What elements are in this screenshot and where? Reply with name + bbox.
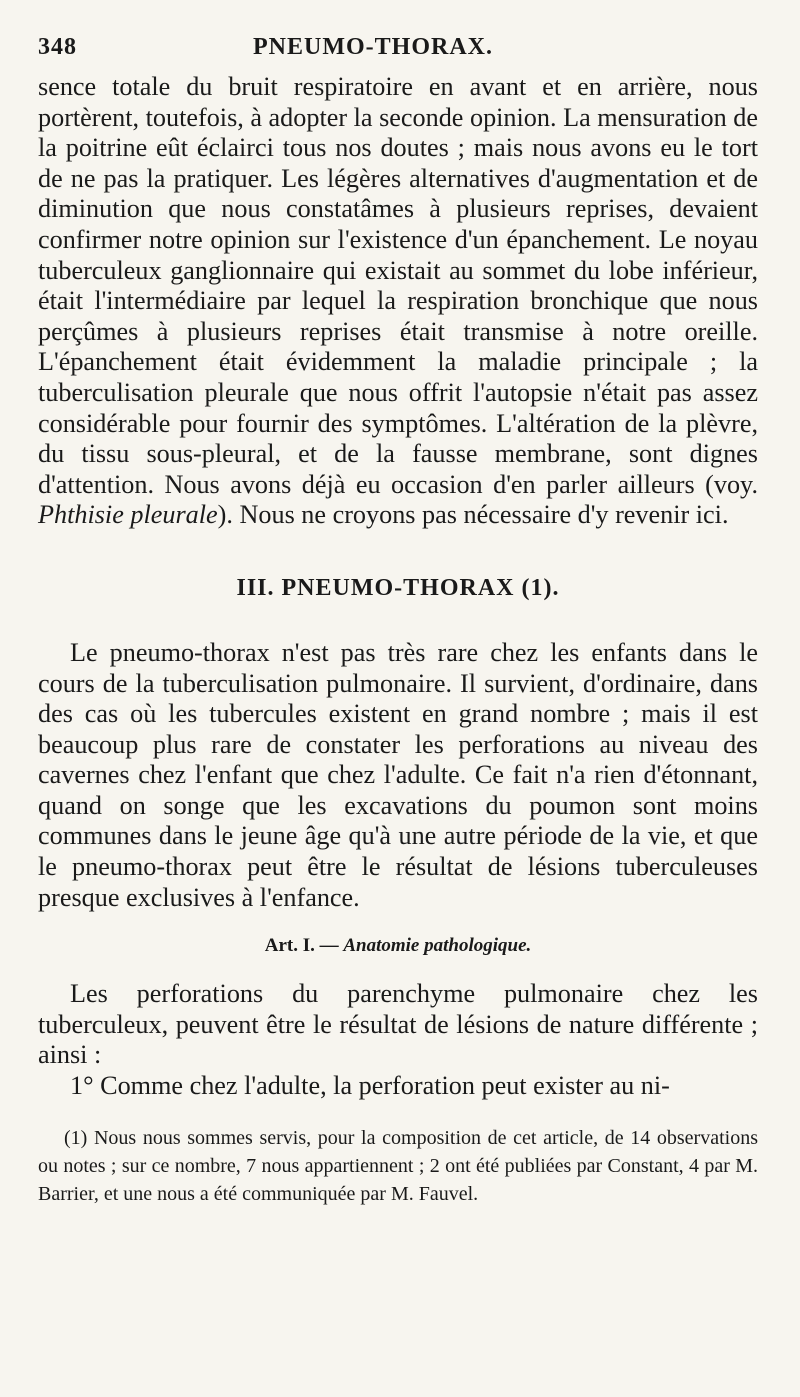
- paragraph-text-end: ). Nous ne croyons pas nécessaire d'y revenir ici.: [217, 500, 729, 530]
- paragraph-perforations: Les perforations du parenchyme pulmonaire chez les tuberculeux, peuvent être le résultat de lésions de nature différente ; ainsi :: [38, 979, 758, 1070]
- section-heading: III. PNEUMO-THORAX (1).: [236, 574, 560, 601]
- running-head: [38, 34, 758, 72]
- body-text: [38, 72, 758, 1102]
- page-number: 348: [38, 34, 77, 60]
- article-heading: [38, 935, 758, 957]
- paragraph-text: sence totale du bruit respiratoire en avant et en arrière, nous portèrent, toutefois, à adopter la seconde opinion. La mensuration de la poitrine eût éclairci tous nos doutes ; mais nous avons eu le tort de ne pas la pratiquer. Les légères alternatives d'augmentation et de diminution que nous constatâmes à plusieurs reprises, devaient confirmer notre opinion sur l'existence d'un épanchement. Le noyau tuberculeux ganglionnaire qui existait au sommet du lobe inférieur, était l'intermédiaire par lequel la respiration bronchique que nous perçûmes à plusieurs reprises était transmise à notre oreille. L'épanchement était évidemment la maladie principale ; la tuberculisation pleurale que nous offrit l'autopsie n'était pas assez considérable pour fournir des symptômes. L'altération de la plèvre, du tissu sous-pleural, et de la fausse membrane, sont dignes d'attention. Nous avons déjà eu occasion d'en parler ailleurs (voy.: [38, 72, 758, 499]
- article-title: Anatomie pathologique.: [343, 935, 532, 957]
- article-label: Art. I. —: [264, 935, 339, 957]
- italic-reference: Phthisie pleurale: [38, 500, 218, 530]
- paragraph-list-item: 1° Comme chez l'adulte, la perforation peut exister au ni-: [70, 1071, 670, 1101]
- footnote: (1) Nous nous sommes servis, pour la composition de cet article, de 14 observations ou notes ; sur ce nombre, 7 nous appartiennent ; 2 ont été publiées par Constant, 4 par M. Barrier, et une nous a été communiquée par M. Fauvel.: [38, 1126, 758, 1205]
- footnotes: [38, 1124, 758, 1208]
- running-title: PNEUMO-THORAX.: [253, 34, 493, 60]
- paragraph-intro: Le pneumo-thorax n'est pas très rare chez les enfants dans le cours de la tuberculisation pulmonaire. Il survient, d'ordinaire, dans des cas où les tubercules existent en grand nombre ; mais il est beaucoup plus rare de constater les perforations au niveau des cavernes chez l'enfant que chez l'adulte. Ce fait n'a rien d'étonnant, quand on songe que les excavations du poumon sont moins communes dans le jeune âge qu'à une autre période de la vie, et que le pneumo-thorax peut être le résultat de lésions tuberculeuses presque exclusives à l'enfance.: [38, 637, 758, 912]
- paragraph-continuation: [38, 72, 758, 531]
